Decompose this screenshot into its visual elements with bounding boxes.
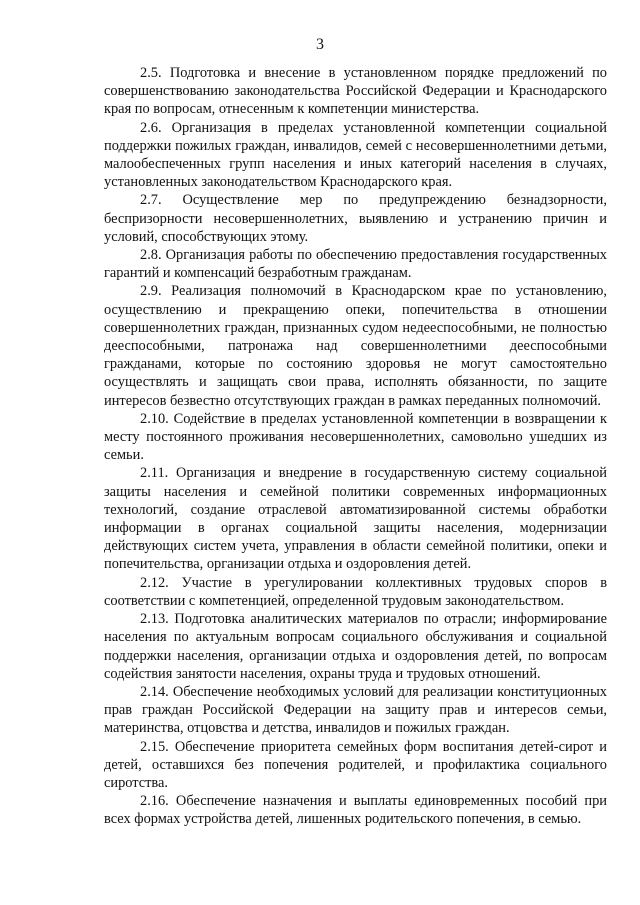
paragraph-2-14: 2.14. Обеспечение необходимых условий для реализации конституционных прав граждан Российской Федерации на защиту прав и интересов семьи, материнства, отцовства и детства, инвалидов и пожилых граждан. xyxy=(104,683,607,737)
paragraph-2-7: 2.7. Осуществление мер по предупреждению безнадзорности, беспризорности несовершеннолетних, выявлению и устранению причин и условий, способствующих этому. xyxy=(104,192,607,245)
paragraph-2-9: 2.9. Реализация полномочий в Краснодарском крае по установлению, осуществлению и прекращению опеки, попечительства в отношении совершеннолетних граждан, признанных судом недееспособными, не полностью дееспособными, патронажа над совершеннолетними дееспособными гражданами, которые по состоянию здоровья не могут самостоятельно осуществлять и защищать свои права, исполнять обязанности, по защите интересов безвестно отсутствующих граждан в рамках переданных полномочий. xyxy=(104,283,607,409)
paragraph-2-15: 2.15. Обеспечение приоритета семейных форм воспитания детей-сирот и детей, оставшихся без попечения родителей, и профилактика социального сиротства. xyxy=(104,738,607,791)
document-body xyxy=(104,64,607,829)
paragraph-2-10: 2.10. Содействие в пределах установленной компетенции в возвращении к месту постоянного проживания несовершеннолетних, самовольно ушедших из семьи. xyxy=(104,410,607,464)
paragraph-2-11: 2.11. Организация и внедрение в государственную систему социальной защиты населения и семейной политики современных информационных технологий, создание отраслевой автоматизированной системы обработки информации в органах социальной защиты населения, модернизации действующих систем учета, управления в области семейной политики, опеки и попечительства, организации отдыха и оздоровления детей. xyxy=(104,465,607,573)
paragraph-2-12: 2.12. Участие в урегулировании коллективных трудовых споров в соответствии с компетенцией, определенной трудовым законодательством. xyxy=(104,574,607,609)
paragraph-2-13: 2.13. Подготовка аналитических материалов по отрасли; информирование населения по актуальным вопросам социального обслуживания и социальной поддержки населения, организации отдыха и оздоровления детей, по вопросам содействия занятости населения, охраны труда и трудовых отношений. xyxy=(104,611,607,682)
paragraph-2-16: 2.16. Обеспечение назначения и выплаты единовременных пособий при всех формах устройства детей, лишенных родительского попечения, в семью. xyxy=(104,793,607,828)
paragraph-2-6: 2.6. Организация в пределах установленной компетенции социальной поддержки пожилых граждан, инвалидов, семей с несовершеннолетними детьми, малообеспеченных групп населения и иных категорий населения в случаях, установленных законодательством Краснодарского края. xyxy=(104,119,607,191)
paragraph-2-5: 2.5. Подготовка и внесение в установленном порядке предложений по совершенствованию законодательства Российской Федерации и Краснодарского края по вопросам, отнесенным к компетенции министерства. xyxy=(104,65,607,118)
page-number: 3 xyxy=(316,36,324,53)
paragraph-2-8: 2.8. Организация работы по обеспечению предоставления государственных гарантий и компенсаций безработным гражданам. xyxy=(104,247,607,282)
